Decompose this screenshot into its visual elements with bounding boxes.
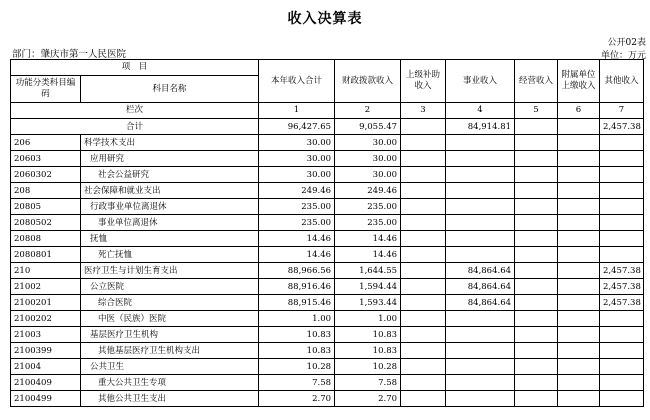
row-value xyxy=(600,231,644,247)
row-value xyxy=(515,295,558,311)
row-value xyxy=(401,247,446,263)
row-value xyxy=(600,343,644,359)
table-row xyxy=(11,327,644,343)
row-name: 死亡抚恤 xyxy=(81,247,259,263)
row-value xyxy=(515,151,558,167)
row-name: 医疗卫生与计划生育支出 xyxy=(81,263,259,279)
row-code: 2080801 xyxy=(11,247,81,263)
unit-label: 单位：万元 xyxy=(600,51,646,61)
col-number: 3 xyxy=(401,103,446,119)
row-code: 208 xyxy=(11,183,81,199)
row-value xyxy=(600,215,644,231)
table-row xyxy=(11,343,644,359)
row-value: 88,915.46 xyxy=(259,295,335,311)
row-value: 14.46 xyxy=(259,247,335,263)
row-value xyxy=(558,215,600,231)
total-value: 2,457.38 xyxy=(600,119,644,135)
row-name: 社会保障和就业支出 xyxy=(81,183,259,199)
row-code: 20808 xyxy=(11,231,81,247)
table-row xyxy=(11,183,644,199)
row-value xyxy=(446,391,515,407)
row-value xyxy=(446,135,515,151)
row-value xyxy=(515,231,558,247)
row-value xyxy=(558,343,600,359)
row-value xyxy=(515,327,558,343)
total-row xyxy=(11,119,644,135)
table-row xyxy=(11,359,644,375)
total-value xyxy=(515,119,558,135)
row-value xyxy=(515,343,558,359)
row-value: 249.46 xyxy=(335,183,401,199)
row-value xyxy=(558,151,600,167)
row-value: 2.70 xyxy=(335,391,401,407)
row-name: 重大公共卫生专项 xyxy=(81,375,259,391)
row-value: 235.00 xyxy=(259,199,335,215)
row-value: 10.28 xyxy=(259,359,335,375)
row-value xyxy=(401,391,446,407)
row-name: 事业单位离退休 xyxy=(81,215,259,231)
row-value xyxy=(558,327,600,343)
col-number: 4 xyxy=(446,103,515,119)
header-code: 功能分类科目编码 xyxy=(11,76,81,103)
row-value: 30.00 xyxy=(335,167,401,183)
row-value xyxy=(515,263,558,279)
row-name: 抚恤 xyxy=(81,231,259,247)
row-value xyxy=(446,247,515,263)
row-value xyxy=(446,231,515,247)
col-number: 7 xyxy=(600,103,644,119)
row-value xyxy=(446,151,515,167)
row-value xyxy=(515,199,558,215)
row-name: 综合医院 xyxy=(81,295,259,311)
col-number: 2 xyxy=(335,103,401,119)
row-value xyxy=(558,311,600,327)
row-value xyxy=(515,311,558,327)
row-code: 2100202 xyxy=(11,311,81,327)
table-row xyxy=(11,151,644,167)
row-value: 1,594.44 xyxy=(335,279,401,295)
row-value xyxy=(401,311,446,327)
row-value: 30.00 xyxy=(259,151,335,167)
row-value xyxy=(600,135,644,151)
row-code: 21003 xyxy=(11,327,81,343)
row-value: 249.46 xyxy=(259,183,335,199)
row-value xyxy=(446,167,515,183)
row-value xyxy=(600,247,644,263)
row-value: 10.83 xyxy=(259,343,335,359)
department-label: 部门：肇庆市第一人民医院 xyxy=(12,49,127,60)
row-value xyxy=(515,215,558,231)
row-value: 235.00 xyxy=(335,215,401,231)
row-value xyxy=(515,183,558,199)
header-name: 科目名称 xyxy=(81,76,259,103)
row-value: 14.46 xyxy=(335,247,401,263)
row-value xyxy=(446,199,515,215)
row-value: 1,593.44 xyxy=(335,295,401,311)
row-value xyxy=(401,343,446,359)
header-rowno-label: 栏次 xyxy=(11,103,259,119)
row-value: 84,864.64 xyxy=(446,295,515,311)
col-number: 1 xyxy=(259,103,335,119)
header-col-4: 事业收入 xyxy=(446,60,515,103)
table-row xyxy=(11,375,644,391)
row-value xyxy=(401,327,446,343)
row-value xyxy=(446,343,515,359)
form-number: 公开02表 xyxy=(607,38,646,48)
row-value: 10.83 xyxy=(259,327,335,343)
table-row xyxy=(11,167,644,183)
row-value: 1.00 xyxy=(259,311,335,327)
header-col-7: 其他收入 xyxy=(600,60,644,103)
row-code: 21004 xyxy=(11,359,81,375)
row-value: 14.46 xyxy=(259,231,335,247)
header-col-3: 上级补助收入 xyxy=(401,60,446,103)
row-value xyxy=(600,327,644,343)
row-value xyxy=(515,167,558,183)
header-col-2: 财政拨款收入 xyxy=(335,60,401,103)
table-row xyxy=(11,311,644,327)
row-value: 30.00 xyxy=(259,135,335,151)
row-code: 206 xyxy=(11,135,81,151)
row-value xyxy=(600,375,644,391)
row-value: 1.00 xyxy=(335,311,401,327)
table-row xyxy=(11,279,644,295)
table-row xyxy=(11,263,644,279)
row-value xyxy=(446,183,515,199)
row-value xyxy=(558,199,600,215)
row-code: 2100499 xyxy=(11,391,81,407)
total-label: 合计 xyxy=(11,119,259,135)
row-value xyxy=(558,391,600,407)
row-code: 2060302 xyxy=(11,167,81,183)
row-value: 84,864.64 xyxy=(446,279,515,295)
row-name: 中医（民族）医院 xyxy=(81,311,259,327)
row-value: 1,644.55 xyxy=(335,263,401,279)
row-name: 其他公共卫生支出 xyxy=(81,391,259,407)
row-name: 科学技术支出 xyxy=(81,135,259,151)
col-number: 5 xyxy=(515,103,558,119)
row-value: 235.00 xyxy=(259,215,335,231)
row-value: 14.46 xyxy=(335,231,401,247)
row-value: 2,457.38 xyxy=(600,295,644,311)
row-value xyxy=(558,231,600,247)
row-value xyxy=(401,215,446,231)
row-value: 30.00 xyxy=(335,151,401,167)
row-name: 公立医院 xyxy=(81,279,259,295)
table-row xyxy=(11,231,644,247)
row-value xyxy=(401,231,446,247)
row-value: 30.00 xyxy=(259,167,335,183)
col-number: 6 xyxy=(558,103,600,119)
row-name: 其他基层医疗卫生机构支出 xyxy=(81,343,259,359)
row-value xyxy=(600,199,644,215)
table-row xyxy=(11,135,644,151)
header-col-6: 附属单位上缴收入 xyxy=(558,60,600,103)
row-value xyxy=(558,247,600,263)
row-value xyxy=(401,359,446,375)
row-value xyxy=(446,215,515,231)
row-value xyxy=(401,135,446,151)
row-value xyxy=(558,279,600,295)
row-value: 2.70 xyxy=(259,391,335,407)
row-value xyxy=(600,151,644,167)
row-value xyxy=(558,183,600,199)
page-title: 收入决算表 xyxy=(287,11,363,27)
row-value xyxy=(600,311,644,327)
header-item: 项 目 xyxy=(11,60,259,76)
row-value: 88,916.46 xyxy=(259,279,335,295)
row-value xyxy=(446,375,515,391)
table-row xyxy=(11,215,644,231)
row-value xyxy=(558,135,600,151)
row-value: 84,864.64 xyxy=(446,263,515,279)
row-code: 210 xyxy=(11,263,81,279)
total-value: 96,427.65 xyxy=(259,119,335,135)
row-name: 行政事业单位离退休 xyxy=(81,199,259,215)
row-name: 社会公益研究 xyxy=(81,167,259,183)
row-value: 2,457.38 xyxy=(600,279,644,295)
row-value xyxy=(558,167,600,183)
row-value xyxy=(401,263,446,279)
row-value xyxy=(446,311,515,327)
row-code: 21002 xyxy=(11,279,81,295)
row-value: 30.00 xyxy=(335,135,401,151)
row-value xyxy=(558,359,600,375)
row-value xyxy=(600,167,644,183)
row-value xyxy=(515,359,558,375)
row-value: 10.28 xyxy=(335,359,401,375)
row-value: 235.00 xyxy=(335,199,401,215)
income-table xyxy=(10,59,644,407)
row-value xyxy=(515,391,558,407)
row-value xyxy=(446,327,515,343)
row-value xyxy=(401,183,446,199)
row-value xyxy=(401,167,446,183)
row-value: 7.58 xyxy=(259,375,335,391)
row-value xyxy=(600,183,644,199)
total-value xyxy=(558,119,600,135)
row-value xyxy=(401,279,446,295)
row-name: 基层医疗卫生机构 xyxy=(81,327,259,343)
total-value: 9,055.47 xyxy=(335,119,401,135)
row-value xyxy=(558,375,600,391)
row-value: 10.83 xyxy=(335,327,401,343)
row-value: 88,966.56 xyxy=(259,263,335,279)
row-code: 2080502 xyxy=(11,215,81,231)
row-value xyxy=(600,359,644,375)
table-row xyxy=(11,247,644,263)
row-value: 10.83 xyxy=(335,343,401,359)
row-code: 2100399 xyxy=(11,343,81,359)
row-code: 2100409 xyxy=(11,375,81,391)
row-code: 20603 xyxy=(11,151,81,167)
row-value xyxy=(515,135,558,151)
row-code: 2100201 xyxy=(11,295,81,311)
row-name: 公共卫生 xyxy=(81,359,259,375)
row-code: 20805 xyxy=(11,199,81,215)
table-row xyxy=(11,199,644,215)
total-value xyxy=(401,119,446,135)
row-value xyxy=(401,199,446,215)
row-value xyxy=(401,295,446,311)
table-row xyxy=(11,295,644,311)
row-value xyxy=(558,263,600,279)
total-value: 84,914.81 xyxy=(446,119,515,135)
row-value xyxy=(558,295,600,311)
row-value xyxy=(600,391,644,407)
row-value xyxy=(515,247,558,263)
row-value xyxy=(515,375,558,391)
row-value: 2,457.38 xyxy=(600,263,644,279)
row-name: 应用研究 xyxy=(81,151,259,167)
header-col-1: 本年收入合计 xyxy=(259,60,335,103)
row-value: 7.58 xyxy=(335,375,401,391)
row-value xyxy=(446,359,515,375)
header-col-5: 经营收入 xyxy=(515,60,558,103)
row-value xyxy=(515,279,558,295)
row-value xyxy=(401,375,446,391)
table-row xyxy=(11,391,644,407)
row-value xyxy=(401,151,446,167)
